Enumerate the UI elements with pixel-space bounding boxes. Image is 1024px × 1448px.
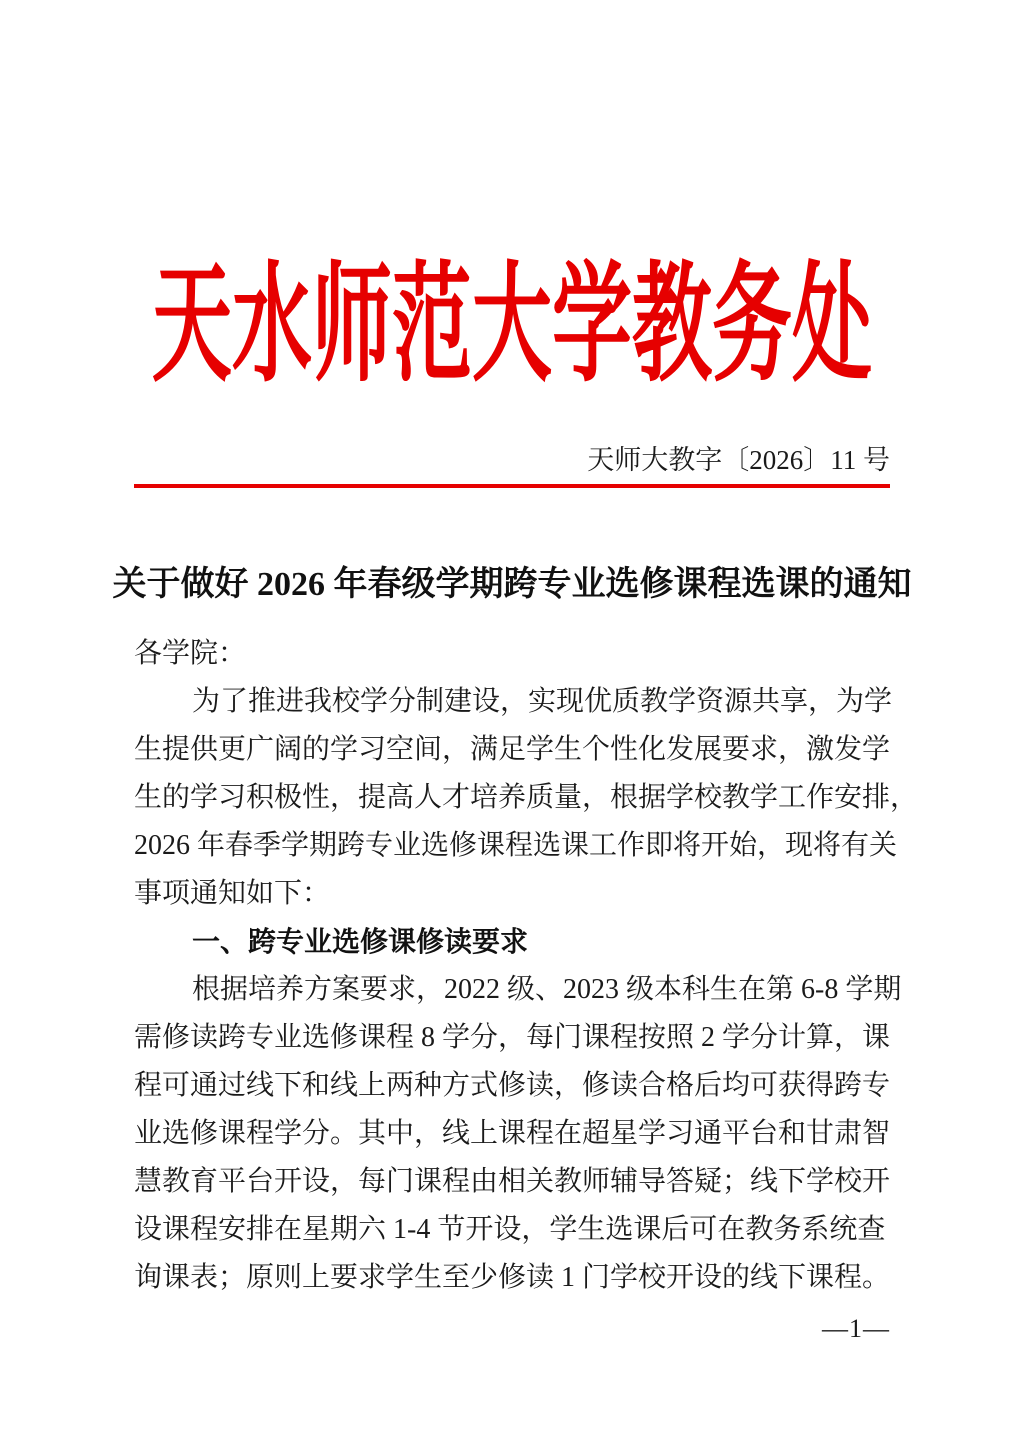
paragraph2-line: 程可通过线下和线上两种方式修读，修读合格后均可获得跨专 xyxy=(134,1070,891,1101)
paragraph2-line: 业选修课程学分。其中，线上课程在超星学习通平台和甘肃智 xyxy=(134,1118,891,1149)
paragraph1-line: 生提供更广阔的学习空间，满足学生个性化发展要求，激发学 xyxy=(134,734,891,765)
paragraph1-line: 2026 年春季学期跨专业选修课程选课工作即将开始，现将有关 xyxy=(134,830,898,861)
paragraph2-line: 询课表；原则上要求学生至少修读 1 门学校开设的线下课程。 xyxy=(134,1262,891,1293)
salutation: 各学院： xyxy=(134,638,247,669)
masthead xyxy=(0,255,1024,399)
document-body xyxy=(134,630,919,1302)
page-number: —1— xyxy=(822,1314,890,1343)
masthead-title: 天水师范大学教务处 xyxy=(152,255,872,399)
red-divider-line xyxy=(134,484,890,488)
paragraph1-line: 生的学习积极性，提高人才培养质量，根据学校教学工作安排， xyxy=(134,782,919,813)
paragraph1-line: 事项通知如下： xyxy=(134,878,331,909)
document-number: 天师大教字〔2026〕11 号 xyxy=(587,445,890,475)
paragraph2-line: 设课程安排在星期六 1-4 节开设，学生选课后可在教务系统查 xyxy=(134,1214,886,1245)
paragraph2-line: 根据培养方案要求，2022 级、2023 级本科生在第 6-8 学期 xyxy=(192,974,902,1005)
section1-heading: 一、跨专业选修课修读要求 xyxy=(192,926,529,957)
paragraph2-line: 需修读跨专业选修课程 8 学分，每门课程按照 2 学分计算，课 xyxy=(134,1022,891,1053)
paragraph1-line: 为了推进我校学分制建设，实现优质教学资源共享，为学 xyxy=(192,686,893,717)
document-title: 关于做好 2026 年春级学期跨专业选修课程选课的通知 xyxy=(112,566,912,603)
paragraph2-line: 慧教育平台开设，每门课程由相关教师辅导答疑；线下学校开 xyxy=(134,1166,891,1197)
